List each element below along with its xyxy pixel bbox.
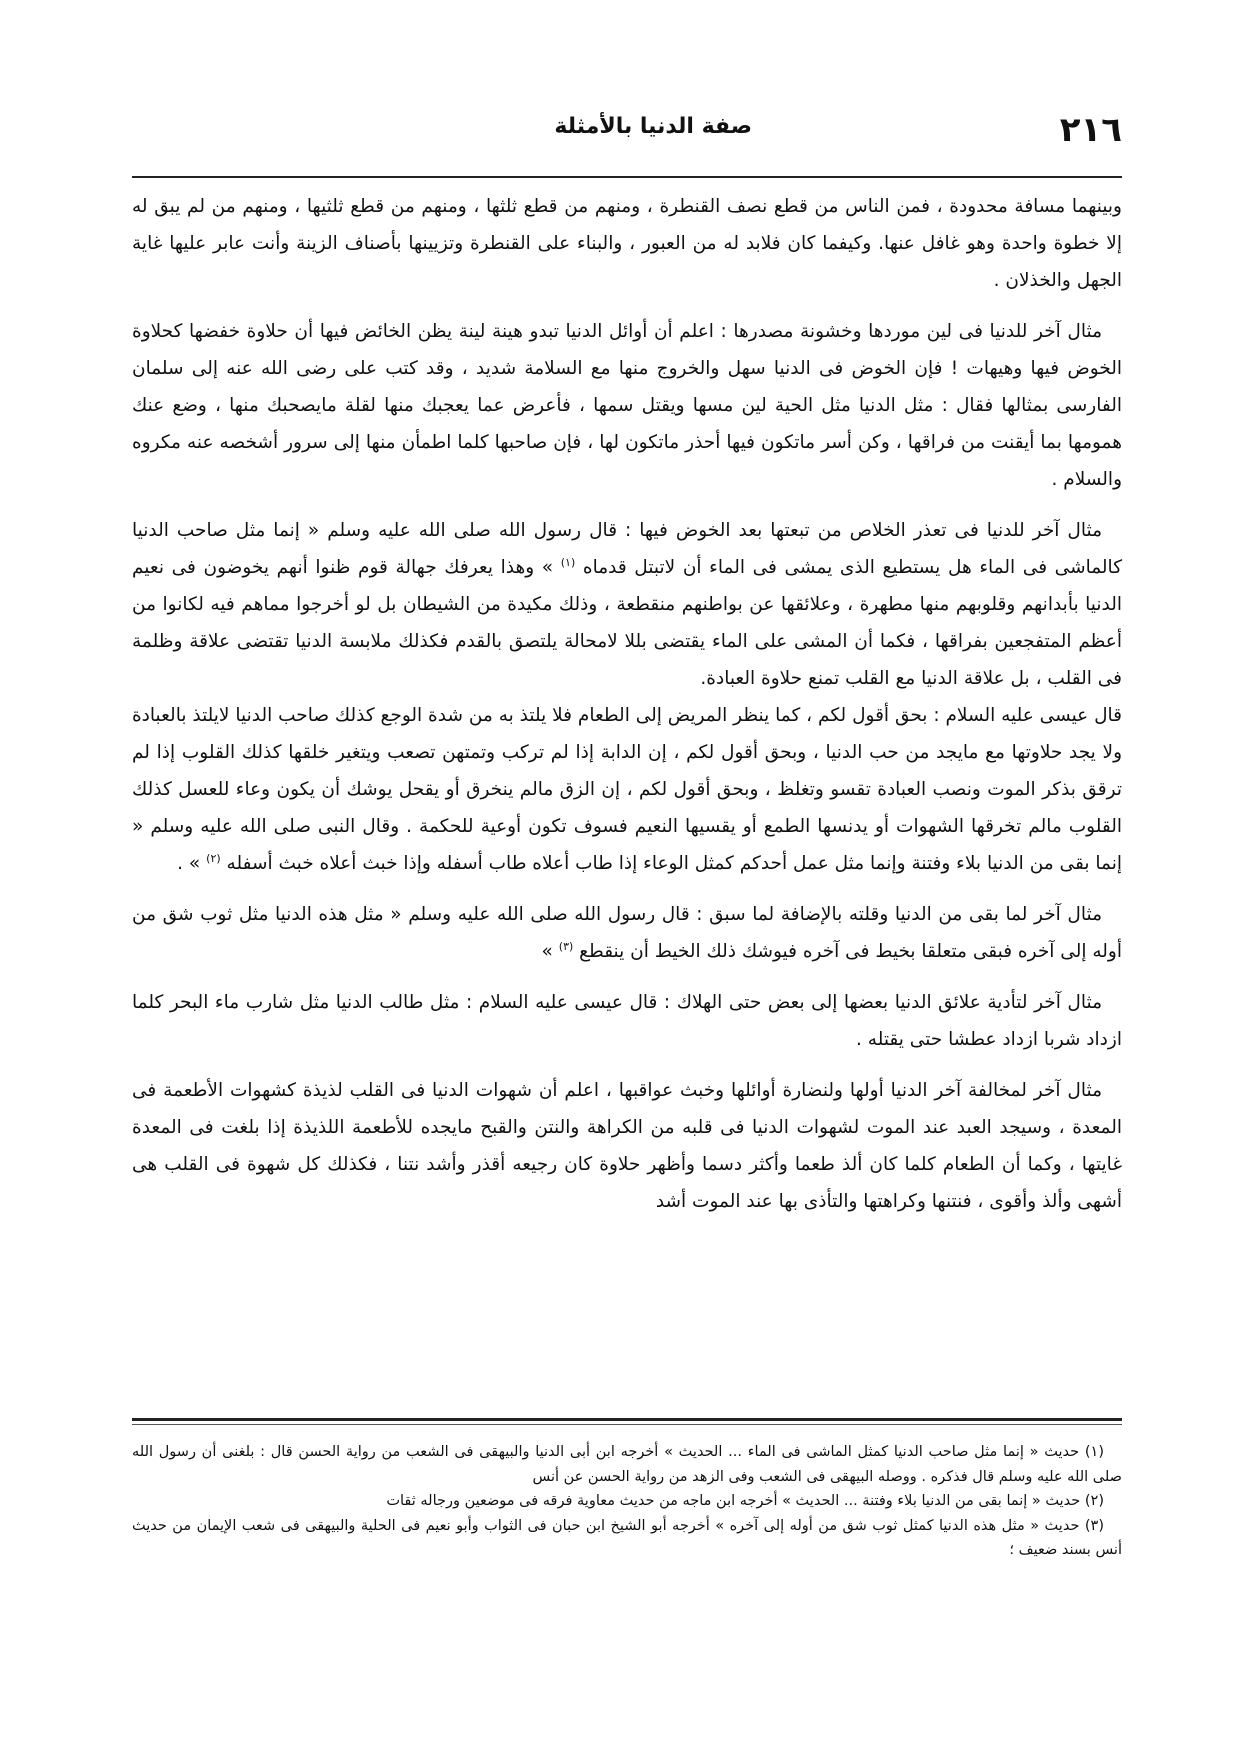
header-rule: [132, 176, 1122, 178]
page-header: [132, 108, 1122, 158]
paragraph: [132, 512, 1122, 697]
paragraph-text: مثال آخر لما بقى من الدنيا وقلته بالإضافة لما سبق : قال رسول الله صلى الله عليه وسلم « مثل هذه الدنيا مثل ثوب شق من أوله إلى آخره فبقى متعلقا بخيط فى آخره فيوشك ذلك الخيط أن ينقطع: [132, 904, 1122, 962]
footnote-2: (٢) حديث « إنما بقى من الدنيا بلاء وفتنة ... الحديث » أخرجه ابن ماجه من حديث معاوية فرقه فى موضعين ورجاله ثقات: [386, 1493, 1104, 1509]
paragraph-text: مثال آخر لمخالفة آخر الدنيا أولها ولنضارة أوائلها وخبث عواقبها ، اعلم أن شهوات الدنيا فى القلب لذيذة كشهوات الأطعمة فى المعدة ، وسيجد العبد عند الموت لشهوات الدنيا فى قلبه من الكراهة والنتن والقبح مايجده للأطعمة اللذيذة إذا بلغت فى المعدة غايتها ، وكما أن الطعام كلما كان ألذ طعما وأكثر دسما وأظهر حلاوة كان رجيعه أقذر وأشد نتنا ، فكذلك كل شهوة فى القلب هى أشهى وألذ وأقوى ، فنتنها وكراهتها والتأذى بها عند الموت أشد: [132, 1080, 1122, 1212]
paragraph-text: مثال آخر لتأدية علائق الدنيا بعضها إلى بعض حتى الهلاك : قال عيسى عليه السلام : مثل طالب الدنيا مثل شارب ماء البحر كلما ازداد شربا ازداد عطشا حتى يقتله .: [132, 992, 1122, 1050]
body-text: [132, 188, 1122, 1234]
page-number: ٢١٦: [1059, 110, 1122, 150]
paragraph: [132, 896, 1122, 970]
paragraph-text: مثال آخر للدنيا فى تعذر الخلاص من تبعتها بعد الخوض فيها : قال رسول الله صلى الله عليه وسلم « إنما مثل صاحب الدنيا كالماشى فى الماء هل يستطيع الذى يمشى فى الماء أن لاتبتل قدماه: [132, 520, 1122, 578]
footnote-separator: [132, 1418, 1122, 1421]
footnote-1: (١) حديث « إنما مثل صاحب الدنيا كمثل الماشى فى الماء ... الحديث » أخرجه ابن أبى الدنيا والبيهقى فى الشعب من رواية الحسن قال : بلغنى أن رسول الله صلى الله عليه وسلم قال فذكره . ووصله البيهقى فى الشعب وفى الزهد من رواية الحسن عن أنس: [132, 1444, 1122, 1485]
paragraph: [132, 313, 1122, 498]
footnote-ref-2[interactable]: (٢): [206, 851, 221, 865]
paragraph: [132, 697, 1122, 882]
paragraph-text: مثال آخر للدنيا فى لين موردها وخشونة مصدرها : اعلم أن أوائل الدنيا تبدو هينة لينة يظن الخائض فيها أن حلاوة خفضها كحلاوة الخوض فيها وهيهات ! فإن الخوض فى الدنيا سهل والخروج منها مع السلامة شديد ، وقد كتب على رضى الله عنه إلى سلمان الفارسى بمثالها فقال : مثل الدنيا مثل الحية لين مسها ويقتل سمها ، فأعرض عما يعجبك منها لقلة مايصحبك منها ، وضع عنك همومها بما أيقنت من فراقها ، وكن أسر ماتكون فيها أحذر ماتكون لها ، فإن صاحبها كلما اطمأن منها إلى سرور أشخصه عنه مكروه والسلام .: [132, 321, 1122, 490]
paragraph-text: قال عيسى عليه السلام : بحق أقول لكم ، كما ينظر المريض إلى الطعام فلا يلتذ به من شدة الوجع كذلك صاحب الدنيا لايلتذ بالعبادة ولا يجد حلاوتها مع مايجد من حب الدنيا ، وبحق أقول لكم ، إن الدابة إذا لم تركب وتمتهن تصعب ويتغير خلقها كذلك القلوب إذا لم ترقق بذكر الموت ونصب العبادة تقسو وتغلظ ، وبحق أقول لكم ، إن الزق مالم ينخرق أو يقحل يوشك أن يكون وعاء للعسل كذلك القلوب مالم تخرقها الشهوات أو يدنسها الطمع أو يقسيها النعيم فسوف تكون أوعية للحكمة . وقال النبى صلى الله عليه وسلم « إنما بقى من الدنيا بلاء وفتنة وإنما مثل عمل أحدكم كمثل الوعاء إذا طاب أعلاه طاب أسفله وإذا خبث أعلاه خبث أسفله: [131, 705, 1122, 874]
paragraph: [132, 188, 1122, 299]
footnotes: [132, 1440, 1122, 1563]
paragraph-text: »: [541, 941, 553, 962]
footnote-ref-3[interactable]: (٣): [558, 939, 574, 953]
footnote-separator-thin: [132, 1424, 1122, 1425]
paragraph: [132, 984, 1122, 1058]
footnote-3: (٣) حديث « مثل هذه الدنيا كمثل ثوب شق من أوله إلى آخره » أخرجه أبو الشيخ ابن حبان فى الثواب وأبو نعيم فى الحلية والبيهقى فى شعب الإيمان من حديث أنس بسند ضعيف ؛: [132, 1517, 1122, 1558]
paragraph: [132, 1072, 1122, 1220]
footnote-ref-1[interactable]: (١): [560, 555, 576, 569]
paragraph-text: وبينهما مسافة محدودة ، فمن الناس من قطع نصف القنطرة ، ومنهم من قطع ثلثها ، ومنهم من قطع ثلثيها ، ومنهم من لم يبق له إلا خطوة واحدة وهو غافل عنها. وكيفما كان فلابد له من العبور ، والبناء على القنطرة وتزيينها بأصناف الزينة وأنت عابر عليها غاية الجهل والخذلان .: [132, 196, 1122, 291]
running-title: صفة الدنيا بالأمثلة: [554, 114, 752, 139]
paragraph-text: » .: [177, 853, 201, 874]
paragraph-text: » وهذا يعرفك جهالة قوم ظنوا أنهم يخوضون فى نعيم الدنيا بأبدانهم وقلوبهم منها مطهرة ، وعلائقها عن بواطنهم منقطعة ، وذلك مكيدة من الشيطان بل لو أخرجوا مماهم فيه لكانوا من أعظم المتفجعين بفراقها ، فكما أن المشى على الماء يقتضى بللا لامحالة يلتصق بالقدم فكذلك ملابسة الدنيا تقتضى علاقة وظلمة فى القلب ، بل علاقة الدنيا مع القلب تمنع حلاوة العبادة.: [132, 557, 1122, 689]
book-page: [132, 0, 1122, 1752]
